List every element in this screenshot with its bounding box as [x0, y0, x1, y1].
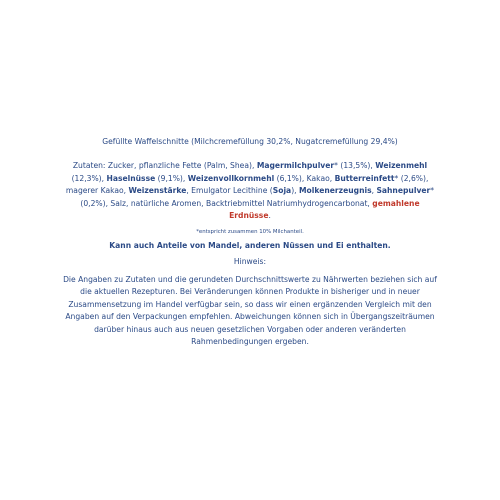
ingredients-text: .: [268, 211, 271, 221]
hint-heading: Hinweis:: [233, 257, 267, 266]
allergen-magermilchpulver: Magermilchpulver: [256, 161, 335, 170]
allergen-haselnuesse: Haselnüsse: [106, 173, 156, 183]
ingredients-text: ),: [291, 186, 299, 196]
ingredients-list: [60, 160, 440, 223]
ingredients-text: * (2,6%), magerer Kakao,: [65, 173, 429, 196]
allergen-erdnuesse: gemahlene Erdnüsse: [229, 198, 420, 221]
allergen-soja: Soja: [272, 186, 292, 196]
ingredients-text: Zutaten: Zucker, pflanzliche Fette (Palm, Shea),: [72, 161, 257, 170]
allergen-weizenmehl: Weizenmehl: [375, 161, 428, 170]
ingredients-text: (9,1%),: [155, 173, 188, 183]
allergen-weizenstaerke: Weizenstärke: [128, 186, 187, 196]
ingredients-text: , Emulgator Lecithine (: [186, 186, 273, 196]
ingredients-text: (12,3%),: [71, 173, 107, 183]
allergen-butterreinfett: Butterreinfett: [334, 173, 395, 183]
ingredients-text: (6,1%), Kakao,: [274, 173, 335, 183]
ingredients-text: ,: [371, 186, 377, 196]
ingredients-text: * (0,2%), Salz, natürliche Aromen, Backtriebmittel Natriumhydrogencarbonat,: [80, 186, 435, 208]
ingredients-text: * (13,5%),: [334, 161, 376, 170]
allergen-sahnepulver: Sahnepulver: [376, 186, 431, 196]
product-title: Gefüllte Waffelschnitte (Milchcremefüllung 30,2%, Nugatcremefüllung 29,4%): [102, 137, 398, 146]
milk-footnote: *entspricht zusammen 10% Milchanteil.: [196, 229, 304, 235]
allergen-weizenvollkornmehl: Weizenvollkornmehl: [187, 173, 275, 183]
trace-allergen-notice: Kann auch Anteile von Mandel, anderen Nüssen und Ei enthalten.: [109, 241, 391, 250]
hint-paragraph: Die Angaben zu Zutaten und die gerundeten Durchschnittswerte zu Nährwerten beziehen sich auf die aktuellen Rezepturen. Bei Veränderungen können Produkte in bisheriger und in neuer Zusammensetzung im Handel verfügbar sein, so dass wir einen ergänzenden Vergleich mit den Angaben auf den Verpackungen empfehlen. Abweichungen können sich in Übergangszeiträumen darüber hinaus auch aus neuen gesetzlichen Vorgaben oder anderen veränderten Rahmenbedingungen ergeben.: [63, 275, 437, 347]
allergen-molkenerzeugnis: Molkenerzeugnis: [298, 186, 372, 196]
